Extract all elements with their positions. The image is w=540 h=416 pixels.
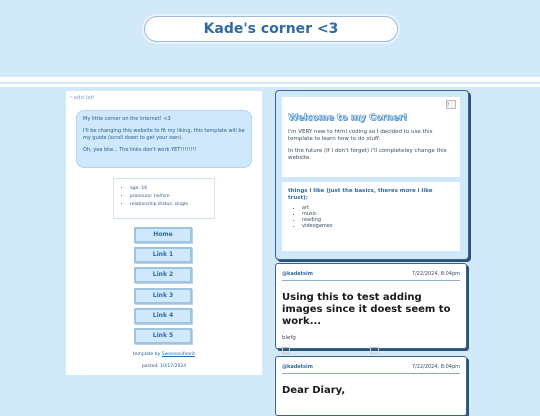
broken-image-alt: ~add lat⁄: [69, 95, 94, 101]
broken-image-icon: ?: [370, 347, 378, 354]
template-credit: [66, 352, 262, 357]
post-title: Dear Diary,: [282, 385, 346, 396]
likes-item: • reading: [302, 217, 454, 223]
post-date: 7/22/2024, 8:04pm: [411, 271, 460, 277]
nav-link-5-button[interactable]: Link 5: [134, 328, 192, 344]
blog-post: [275, 263, 467, 353]
welcome-title: Welcome to my Corner!: [288, 113, 408, 123]
nav-link-2-button[interactable]: Link 2: [134, 267, 192, 283]
left-sidebar: [66, 91, 262, 375]
intro-box: [76, 110, 252, 168]
info-relationship: • relationship status: single: [130, 202, 214, 207]
broken-image-icon: ?: [446, 100, 456, 109]
intro-line-3: Oh, yea btw... The links don't work YET!!!!!!!!: [83, 147, 197, 153]
likes-title: things i like (just the basics, theres more i like trust):: [288, 188, 433, 201]
post-body: blefg: [282, 335, 296, 341]
welcome-card: [275, 90, 469, 260]
credit-prefix: template by: [133, 352, 162, 357]
blog-post: [275, 356, 467, 416]
post-meta: [282, 264, 460, 281]
nav-home-button[interactable]: Home: [134, 227, 192, 243]
intro-line-1: My little corner on the internet! <3: [83, 116, 171, 122]
intro-line-2: I'll be changing this website to fit my liking, this template will be my guide (scroll down to get your own).: [83, 128, 245, 141]
likes-item: • art: [302, 205, 454, 211]
post-meta: [282, 357, 460, 374]
post-date: 7/22/2024, 8:04pm: [411, 364, 460, 370]
header-divider-top: [0, 77, 540, 82]
profile-info: [113, 178, 215, 219]
nav-link-4-button[interactable]: Link 4: [134, 308, 192, 324]
site-title: Kade's corner <3: [144, 16, 398, 42]
posted-date: posted: 10/17/2024: [141, 364, 187, 369]
welcome-paragraph-2: In the future (If I don't forget) I'll completeley change this website.: [288, 148, 447, 161]
info-pronouns: • pronouns: he/him: [130, 194, 214, 199]
nav-link-3-button[interactable]: Link 3: [134, 288, 192, 304]
welcome-section: [282, 97, 460, 177]
likes-section: [282, 182, 460, 251]
post-title: Using this to test adding images since it doest seem to work...: [282, 292, 451, 327]
likes-item: • videogames: [302, 223, 454, 229]
credit-link[interactable]: Sweesonifeerit: [161, 352, 195, 357]
post-images: [282, 347, 460, 354]
nav-link-1-button[interactable]: Link 1: [134, 247, 192, 263]
broken-image-icon: ?: [282, 347, 290, 354]
welcome-paragraph-1: I'm VERY new to html coding so I decided to use this template to learn how to do stuff.: [288, 129, 433, 142]
header-divider-bottom: [0, 84, 540, 87]
info-age: • age: 16: [130, 186, 214, 191]
post-author[interactable]: @kadetsim: [282, 364, 313, 370]
post-author[interactable]: @kadetsim: [282, 271, 313, 277]
likes-item: • music: [302, 211, 454, 217]
